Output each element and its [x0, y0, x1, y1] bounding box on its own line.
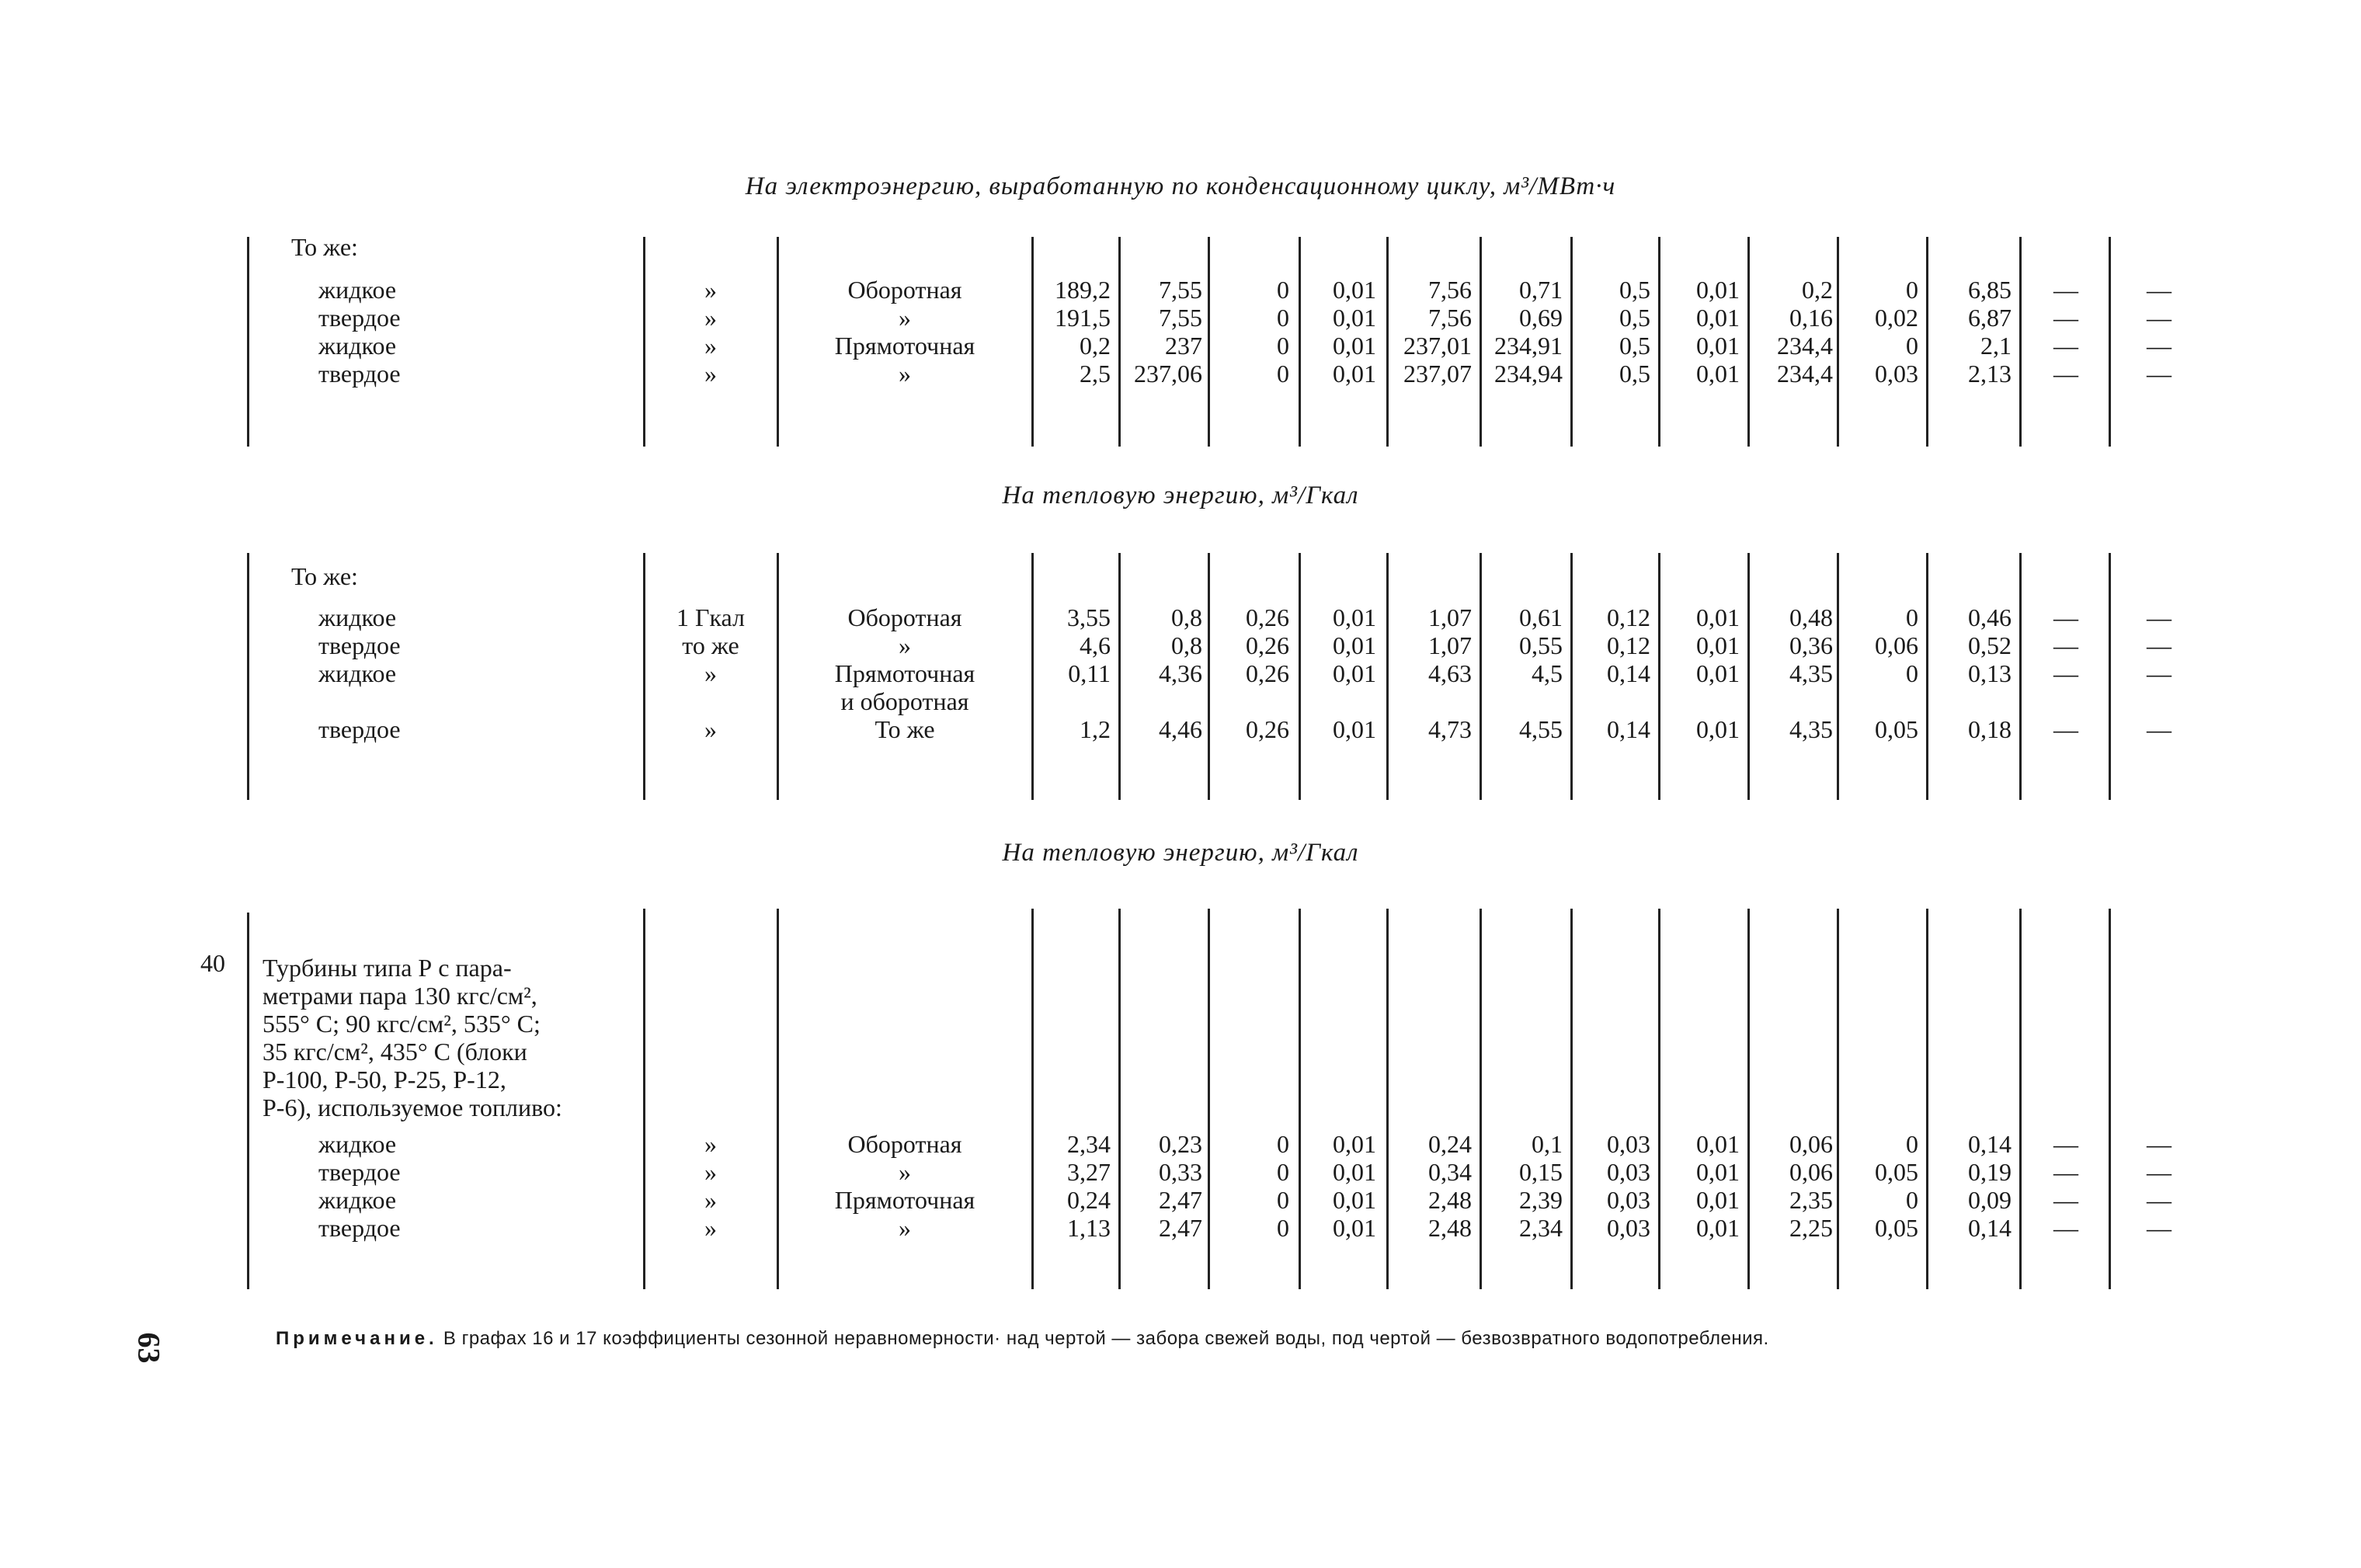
footnote-text: В графах 16 и 17 коэффициенты сезонной неравномерности· над чертой — забора свежей воды, под чертой — безвозвратного водопотребления. [443, 1328, 1769, 1349]
section-2-heading: На тепловую энергию, м³/Гкал [1002, 482, 1359, 509]
value-cell: 0,26 [1246, 603, 1289, 631]
value-cell: 0,23 [1159, 1130, 1202, 1158]
value-cell: — [2147, 276, 2171, 304]
value-cell: 0,03 [1607, 1130, 1650, 1158]
value-cell: 2,47 [1159, 1214, 1202, 1242]
unit-cell: 1 Гкал [676, 603, 745, 631]
value-cell: 0,69 [1519, 304, 1563, 332]
supply-system-cell: » [899, 304, 911, 332]
value-cell: 1,07 [1428, 603, 1472, 631]
value-cell: 0,01 [1333, 1214, 1376, 1242]
footnote-label: Примечание. [276, 1328, 438, 1349]
value-cell: 234,4 [1777, 360, 1833, 388]
value-cell: 0,01 [1333, 332, 1376, 360]
description-line: Р-6), используемое топливо: [263, 1093, 562, 1121]
value-cell: 234,91 [1494, 332, 1563, 360]
value-cell: — [2147, 659, 2171, 687]
value-cell: 0,01 [1333, 1186, 1376, 1214]
value-cell: 0,01 [1333, 603, 1376, 631]
value-cell: 4,5 [1532, 659, 1563, 687]
unit-cell: » [704, 1214, 717, 1242]
value-cell: 0,01 [1333, 715, 1376, 743]
table-rule [2019, 553, 2022, 800]
unit-cell: » [704, 1130, 717, 1158]
value-cell: 0,06 [1789, 1130, 1833, 1158]
page-number: 63 [131, 1332, 167, 1364]
value-cell: 0 [1277, 276, 1289, 304]
value-cell: 4,6 [1080, 631, 1111, 659]
table-rule [247, 553, 249, 800]
value-cell: 0 [1277, 1158, 1289, 1186]
value-cell: 0,5 [1619, 276, 1650, 304]
value-cell: 3,27 [1067, 1158, 1111, 1186]
value-cell: 234,4 [1777, 332, 1833, 360]
value-cell: 0,12 [1607, 631, 1650, 659]
value-cell: — [2053, 1158, 2078, 1186]
value-cell: 0,02 [1875, 304, 1918, 332]
value-cell: — [2053, 715, 2078, 743]
unit-cell: » [704, 1158, 717, 1186]
value-cell: 237 [1165, 332, 1202, 360]
value-cell: — [2053, 659, 2078, 687]
table-rule [777, 553, 779, 800]
value-cell: 237,06 [1134, 360, 1202, 388]
value-cell: — [2053, 304, 2078, 332]
value-cell: 0,33 [1159, 1158, 1202, 1186]
value-cell: 7,56 [1428, 304, 1472, 332]
value-cell: 0,48 [1789, 603, 1833, 631]
value-cell: 0,1 [1532, 1130, 1563, 1158]
value-cell: 0,26 [1246, 659, 1289, 687]
value-cell: 0 [1906, 276, 1918, 304]
supply-system-cell: » [899, 360, 911, 388]
value-cell: 0 [1906, 1130, 1918, 1158]
value-cell: 2,1 [1980, 332, 2012, 360]
fuel-type-cell: твердое [318, 631, 401, 659]
table-rule [2109, 553, 2111, 800]
row-description [263, 954, 643, 1121]
supply-system-cell: и оборотная [840, 687, 969, 715]
value-cell: 0 [1906, 659, 1918, 687]
value-cell: 0,01 [1696, 360, 1740, 388]
value-cell: 0,18 [1968, 715, 2012, 743]
value-cell: 0,8 [1171, 603, 1202, 631]
supply-system-cell: Прямоточная [834, 1186, 975, 1214]
value-cell: 2,5 [1080, 360, 1111, 388]
value-cell: 234,94 [1494, 360, 1563, 388]
value-cell: 4,35 [1789, 715, 1833, 743]
value-cell: 0,55 [1519, 631, 1563, 659]
unit-cell: » [704, 332, 717, 360]
value-cell: 0,15 [1519, 1158, 1563, 1186]
value-cell: 0 [1277, 1186, 1289, 1214]
table-rule [2019, 909, 2022, 1289]
value-cell: 0,5 [1619, 360, 1650, 388]
value-cell: 0,06 [1875, 631, 1918, 659]
value-cell: 7,55 [1159, 276, 1202, 304]
value-cell: 4,36 [1159, 659, 1202, 687]
fuel-type-cell: твердое [318, 304, 401, 332]
value-cell: — [2147, 1214, 2171, 1242]
value-cell: 0,5 [1619, 304, 1650, 332]
unit-cell: » [704, 659, 717, 687]
value-cell: 0,05 [1875, 715, 1918, 743]
value-cell: 0,13 [1968, 659, 2012, 687]
row-number: 40 [200, 949, 225, 977]
value-cell: 0,05 [1875, 1214, 1918, 1242]
value-cell: 0,34 [1428, 1158, 1472, 1186]
value-cell: — [2147, 304, 2171, 332]
value-cell: 0 [1277, 332, 1289, 360]
value-cell: 0,61 [1519, 603, 1563, 631]
value-cell: 7,55 [1159, 304, 1202, 332]
value-cell: 2,48 [1428, 1186, 1472, 1214]
value-cell: — [2053, 1214, 2078, 1242]
value-cell: 0,14 [1607, 659, 1650, 687]
table-rule [777, 909, 779, 1289]
supply-system-cell: » [899, 631, 911, 659]
value-cell: 0,05 [1875, 1158, 1918, 1186]
description-line: 555° С; 90 кгс/см², 535° С; [263, 1010, 541, 1038]
fuel-type-cell: жидкое [318, 1130, 397, 1158]
value-cell: 2,13 [1968, 360, 2012, 388]
value-cell: 189,2 [1055, 276, 1111, 304]
value-cell: 0,2 [1802, 276, 1833, 304]
unit-cell: то же [682, 631, 739, 659]
value-cell: 0,36 [1789, 631, 1833, 659]
unit-cell: » [704, 1186, 717, 1214]
table-rule [777, 237, 779, 447]
value-cell: 0,14 [1968, 1130, 2012, 1158]
value-cell: — [2053, 332, 2078, 360]
value-cell: 0,8 [1171, 631, 1202, 659]
value-cell: — [2147, 360, 2171, 388]
value-cell: 4,55 [1519, 715, 1563, 743]
value-cell: 2,39 [1519, 1186, 1563, 1214]
supply-system-cell: Прямоточная [834, 332, 975, 360]
value-cell: 0,03 [1607, 1214, 1650, 1242]
value-cell: 0,11 [1068, 659, 1111, 687]
value-cell: 0,71 [1519, 276, 1563, 304]
value-cell: 0,01 [1696, 1214, 1740, 1242]
fuel-type-cell: твердое [318, 1158, 401, 1186]
value-cell: 0,14 [1607, 715, 1650, 743]
value-cell: 2,34 [1067, 1130, 1111, 1158]
value-cell: 237,01 [1403, 332, 1472, 360]
value-cell: 0,03 [1607, 1158, 1650, 1186]
value-cell: 6,87 [1968, 304, 2012, 332]
table-rule [2109, 909, 2111, 1289]
value-cell: 0,24 [1067, 1186, 1111, 1214]
description-line: метрами пара 130 кгс/см², [263, 982, 537, 1010]
value-cell: 2,25 [1789, 1214, 1833, 1242]
table-rule [643, 909, 645, 1289]
value-cell: 0,03 [1875, 360, 1918, 388]
section-1-heading: На электроэнергию, выработанную по конденсационному циклу, м³/МВт·ч [745, 172, 1616, 200]
value-cell: — [2147, 1186, 2171, 1214]
supply-system-cell: Оборотная [847, 276, 962, 304]
value-cell: — [2053, 1186, 2078, 1214]
table-rule [643, 553, 645, 800]
value-cell: 2,48 [1428, 1214, 1472, 1242]
value-cell: 0 [1906, 603, 1918, 631]
value-cell: 0,01 [1696, 276, 1740, 304]
value-cell: — [2147, 631, 2171, 659]
fuel-type-cell: жидкое [318, 1186, 397, 1214]
value-cell: 0,26 [1246, 631, 1289, 659]
value-cell: 0,12 [1607, 603, 1650, 631]
value-cell: 2,47 [1159, 1186, 1202, 1214]
supply-system-cell: » [899, 1214, 911, 1242]
supply-system-cell: » [899, 1158, 911, 1186]
value-cell: 0 [1277, 1214, 1289, 1242]
table-rule [643, 237, 645, 447]
value-cell: 0,01 [1333, 1130, 1376, 1158]
value-cell: 0,2 [1080, 332, 1111, 360]
value-cell: 4,46 [1159, 715, 1202, 743]
value-cell: — [2053, 1130, 2078, 1158]
value-cell: 0,14 [1968, 1214, 2012, 1242]
value-cell: 0 [1277, 360, 1289, 388]
value-cell: 0,01 [1696, 1158, 1740, 1186]
unit-cell: » [704, 304, 717, 332]
value-cell: — [2147, 1130, 2171, 1158]
value-cell: — [2147, 1158, 2171, 1186]
value-cell: 0,01 [1696, 1130, 1740, 1158]
supply-system-cell: Оборотная [847, 603, 962, 631]
section-intro: То же: [291, 233, 358, 261]
unit-cell: » [704, 715, 717, 743]
unit-cell: » [704, 276, 717, 304]
table-rule [247, 913, 249, 1289]
table-rule [247, 237, 249, 447]
value-cell: 4,63 [1428, 659, 1472, 687]
value-cell: 0,01 [1696, 659, 1740, 687]
value-cell: 0,24 [1428, 1130, 1472, 1158]
value-cell: 3,55 [1067, 603, 1111, 631]
value-cell: 0,01 [1333, 304, 1376, 332]
unit-cell: » [704, 360, 717, 388]
fuel-type-cell: жидкое [318, 332, 397, 360]
value-cell: 0,01 [1696, 304, 1740, 332]
value-cell: — [2147, 715, 2171, 743]
value-cell: 4,73 [1428, 715, 1472, 743]
footnote [276, 1328, 1769, 1350]
description-line: Р-100, Р-50, Р-25, Р-12, [263, 1066, 506, 1093]
value-cell: 0,06 [1789, 1158, 1833, 1186]
value-cell: — [2053, 603, 2078, 631]
table-rule [2109, 237, 2111, 447]
value-cell: 7,56 [1428, 276, 1472, 304]
value-cell: 0,16 [1789, 304, 1833, 332]
value-cell: — [2147, 332, 2171, 360]
description-line: 35 кгс/см², 435° С (блоки [263, 1038, 527, 1066]
value-cell: 0,01 [1696, 715, 1740, 743]
value-cell: 1,07 [1428, 631, 1472, 659]
fuel-type-cell: твердое [318, 1214, 401, 1242]
value-cell: 0 [1906, 332, 1918, 360]
value-cell: 0,01 [1333, 276, 1376, 304]
value-cell: 0 [1277, 1130, 1289, 1158]
value-cell: 0,01 [1696, 332, 1740, 360]
value-cell: 191,5 [1055, 304, 1111, 332]
value-cell: — [2053, 631, 2078, 659]
value-cell: 0,26 [1246, 715, 1289, 743]
value-cell: 6,85 [1968, 276, 2012, 304]
value-cell: 0,01 [1333, 631, 1376, 659]
value-cell: — [2053, 360, 2078, 388]
value-cell: 237,07 [1403, 360, 1472, 388]
value-cell: 2,34 [1519, 1214, 1563, 1242]
fuel-type-cell: твердое [318, 360, 401, 388]
value-cell: 0,03 [1607, 1186, 1650, 1214]
fuel-type-cell: жидкое [318, 603, 397, 631]
value-cell: 1,13 [1067, 1214, 1111, 1242]
description-line: Турбины типа Р с пара- [263, 954, 512, 982]
value-cell: 0 [1277, 304, 1289, 332]
value-cell: 0,01 [1333, 659, 1376, 687]
fuel-type-cell: твердое [318, 715, 401, 743]
table-rule [2019, 237, 2022, 447]
value-cell: 4,35 [1789, 659, 1833, 687]
section-3-heading: На тепловую энергию, м³/Гкал [1002, 839, 1359, 867]
value-cell: 0,01 [1333, 1158, 1376, 1186]
fuel-type-cell: жидкое [318, 276, 397, 304]
value-cell: — [2053, 276, 2078, 304]
value-cell: 0,52 [1968, 631, 2012, 659]
value-cell: 0,09 [1968, 1186, 2012, 1214]
value-cell: 0,46 [1968, 603, 2012, 631]
value-cell: 1,2 [1080, 715, 1111, 743]
supply-system-cell: Оборотная [847, 1130, 962, 1158]
value-cell: — [2147, 603, 2171, 631]
value-cell: 0,19 [1968, 1158, 2012, 1186]
section-intro: То же: [291, 562, 358, 590]
value-cell: 2,35 [1789, 1186, 1833, 1214]
fuel-type-cell: жидкое [318, 659, 397, 687]
value-cell: 0,01 [1696, 603, 1740, 631]
value-cell: 0,01 [1696, 1186, 1740, 1214]
supply-system-cell: Прямоточная [834, 659, 975, 687]
value-cell: 0,01 [1333, 360, 1376, 388]
value-cell: 0,5 [1619, 332, 1650, 360]
value-cell: 0 [1906, 1186, 1918, 1214]
supply-system-cell: То же [875, 715, 935, 743]
value-cell: 0,01 [1696, 631, 1740, 659]
